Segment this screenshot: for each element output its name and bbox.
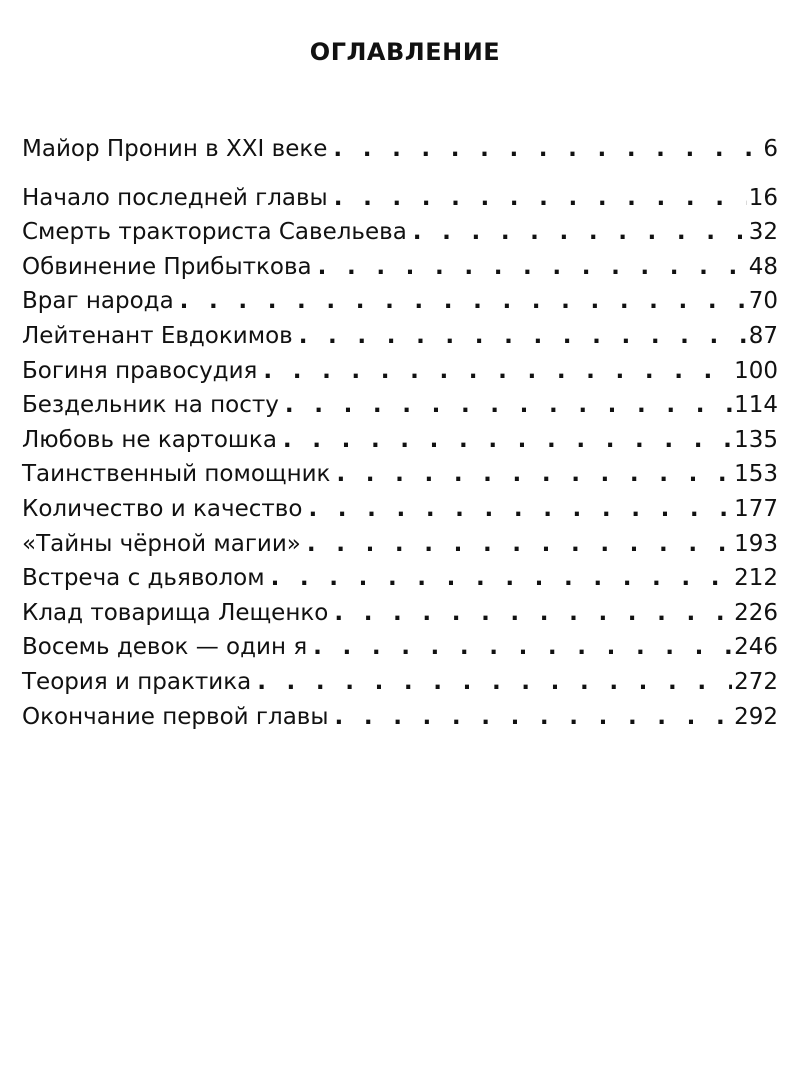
dot-leader	[257, 665, 732, 700]
dot-leader	[313, 630, 732, 665]
toc-entry-title: Богиня правосудия	[22, 357, 258, 384]
toc-entry-page: 100	[734, 357, 778, 384]
dot-leader	[283, 423, 732, 458]
toc-entry	[22, 132, 778, 167]
dot-leader	[299, 319, 747, 354]
toc-entry	[22, 596, 778, 631]
toc-entry	[22, 250, 778, 285]
toc-entry-page: 70	[748, 288, 778, 315]
dot-leader	[334, 596, 732, 631]
toc-entry-title: Любовь не картошка	[22, 426, 277, 453]
toc-entry	[22, 665, 778, 700]
toc-entry-page: 226	[734, 599, 778, 626]
toc-entry	[22, 700, 778, 735]
toc-entry-title: Количество и качество	[22, 495, 303, 522]
toc-entry-page: 6	[763, 136, 778, 162]
toc-entry-title: Бездельник на посту	[22, 392, 279, 419]
toc-entry	[22, 457, 778, 492]
dot-leader	[263, 354, 732, 389]
toc-entry-page: 212	[734, 565, 778, 592]
toc-entry-page: 16	[748, 184, 778, 211]
dot-leader	[335, 700, 733, 735]
toc-entry	[22, 319, 778, 354]
toc-entry-page: 193	[734, 530, 778, 557]
toc-entry-title: Восемь девок — один я	[22, 634, 308, 661]
toc-entry-title: Встреча с дьяволом	[22, 565, 265, 592]
toc-entry	[22, 284, 778, 319]
toc-entry	[22, 181, 778, 216]
toc-entry-page: 48	[748, 253, 778, 280]
toc-entry-title: Враг народа	[22, 288, 174, 315]
toc-entry-title: Лейтенант Евдокимов	[22, 322, 293, 349]
toc-entry-page: 246	[734, 634, 778, 661]
toc-entry-page: 272	[734, 668, 778, 695]
toc-entry-title: Теория и практика	[22, 668, 252, 695]
dot-leader	[413, 215, 747, 250]
dot-leader	[180, 284, 747, 319]
toc-entry-page: 32	[748, 219, 778, 246]
page-title: ОГЛАВЛЕНИЕ	[309, 38, 501, 66]
dot-leader	[271, 561, 733, 596]
toc-entry	[22, 354, 778, 389]
toc-entry	[22, 423, 778, 458]
toc-entry-title: Начало последней главы	[22, 184, 328, 211]
dot-leader	[308, 492, 732, 527]
toc-entry	[22, 388, 778, 423]
toc-entry	[22, 492, 778, 527]
toc-entry	[22, 527, 778, 562]
toc-entry-page: 292	[734, 703, 778, 730]
toc-entry-title: Майор Пронин в XXI веке	[22, 136, 328, 162]
dot-leader	[336, 457, 732, 492]
toc-entry-title: Клад товарища Лещенко	[22, 599, 329, 626]
toc-entry	[22, 215, 778, 250]
toc-entry-page: 177	[734, 495, 778, 522]
toc-entry-title: Обвинение Прибыткова	[22, 253, 312, 280]
toc-entry-title: Смерть тракториста Савельева	[22, 219, 407, 246]
dot-leader	[334, 181, 747, 216]
dot-leader	[285, 388, 732, 423]
toc-entry	[22, 630, 778, 665]
toc-entry-page: 114	[734, 392, 778, 419]
toc-entry-title: Таинственный помощник	[22, 461, 331, 488]
toc-entry	[22, 561, 778, 596]
table-of-contents	[22, 132, 778, 734]
toc-entry-page: 87	[748, 322, 778, 349]
toc-entry-title: «Тайны чёрной магии»	[22, 530, 301, 557]
toc-entry-page: 153	[734, 461, 778, 488]
toc-entry-title: Окончание первой главы	[22, 703, 329, 730]
dot-leader	[318, 250, 747, 285]
toc-entry-page: 135	[734, 426, 778, 453]
dot-leader	[307, 527, 732, 562]
dot-leader	[333, 132, 761, 167]
